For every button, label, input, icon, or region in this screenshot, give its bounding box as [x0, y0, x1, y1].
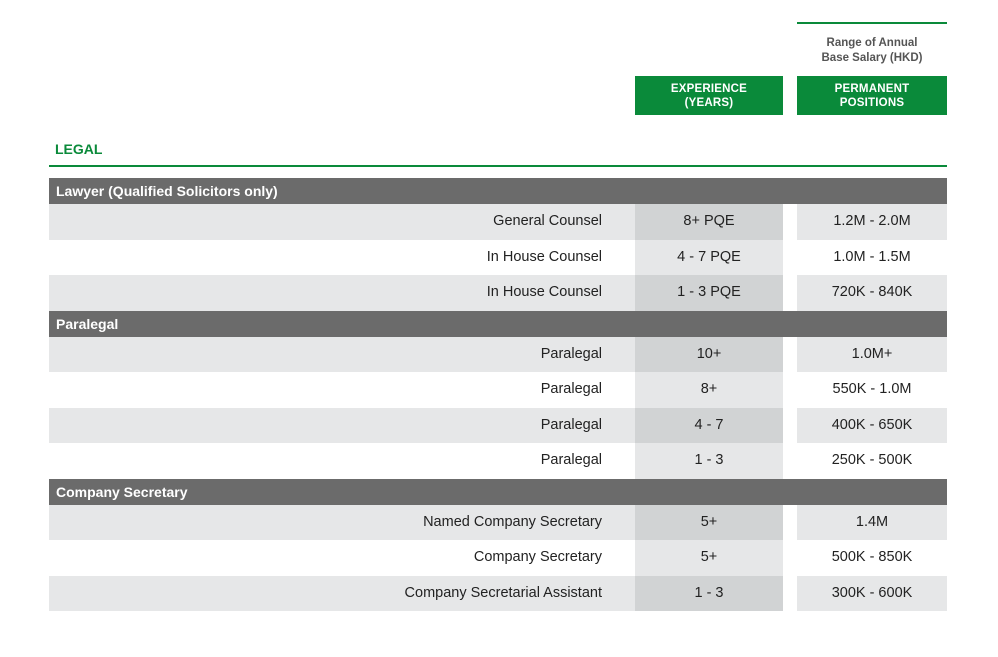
salary-cell: 550K - 1.0M	[797, 372, 947, 408]
column-gap	[783, 408, 797, 444]
salary-range-label-line1: Range of Annual	[826, 37, 918, 49]
salary-table	[49, 178, 947, 611]
experience-cell: 5+	[635, 540, 783, 576]
group-header: Paralegal	[49, 311, 947, 337]
salary-cell: 1.4M	[797, 505, 947, 541]
table-row	[49, 408, 947, 444]
experience-cell: 1 - 3	[635, 576, 783, 612]
salary-cell: 1.0M+	[797, 337, 947, 373]
experience-cell: 8+	[635, 372, 783, 408]
experience-cell: 8+ PQE	[635, 204, 783, 240]
salary-cell: 500K - 850K	[797, 540, 947, 576]
salary-cell: 250K - 500K	[797, 443, 947, 479]
column-gap	[783, 275, 797, 311]
experience-cell: 1 - 3	[635, 443, 783, 479]
column-gap	[783, 240, 797, 276]
section-title: LEGAL	[55, 141, 103, 157]
role-cell: Paralegal	[540, 345, 602, 362]
salary-range-label	[797, 36, 947, 66]
experience-header-line2: (YEARS)	[684, 96, 734, 109]
experience-cell: 1 - 3 PQE	[635, 275, 783, 311]
header-top-rule	[797, 22, 947, 24]
experience-cell: 5+	[635, 505, 783, 541]
table-row	[49, 576, 947, 612]
role-cell: Paralegal	[540, 416, 602, 433]
group-header: Lawyer (Qualified Solicitors only)	[49, 178, 947, 204]
role-cell: Company Secretarial Assistant	[404, 584, 602, 601]
permanent-column-header	[797, 76, 947, 115]
table-row	[49, 443, 947, 479]
section-title-rule	[49, 165, 947, 167]
experience-cell: 4 - 7	[635, 408, 783, 444]
column-gap	[783, 540, 797, 576]
role-cell: Paralegal	[540, 452, 602, 468]
permanent-header-line2: POSITIONS	[839, 96, 905, 109]
table-row	[49, 372, 947, 408]
permanent-header-line1: PERMANENT	[834, 82, 910, 95]
table-row	[49, 540, 947, 576]
role-cell: Company Secretary	[473, 549, 602, 565]
salary-cell: 1.0M - 1.5M	[797, 240, 947, 276]
table-row	[49, 505, 947, 541]
experience-column-header	[635, 76, 783, 115]
table-row	[49, 204, 947, 240]
experience-header-line1: EXPERIENCE	[670, 82, 748, 95]
column-gap	[783, 337, 797, 373]
salary-cell: 1.2M - 2.0M	[797, 204, 947, 240]
salary-cell: 300K - 600K	[797, 576, 947, 612]
salary-range-label-line2: Base Salary (HKD)	[821, 52, 923, 64]
role-cell: Named Company Secretary	[423, 513, 602, 530]
group-header: Company Secretary	[49, 479, 947, 505]
salary-cell: 720K - 840K	[797, 275, 947, 311]
salary-cell: 400K - 650K	[797, 408, 947, 444]
table-row	[49, 275, 947, 311]
table-row	[49, 337, 947, 373]
column-gap	[783, 372, 797, 408]
column-gap	[783, 443, 797, 479]
role-cell: General Counsel	[493, 213, 602, 229]
column-gap	[783, 576, 797, 612]
table-row	[49, 240, 947, 276]
column-gap	[783, 505, 797, 541]
experience-cell: 4 - 7 PQE	[635, 240, 783, 276]
role-cell: In House Counsel	[486, 284, 602, 300]
role-cell: Paralegal	[540, 381, 602, 397]
role-cell: In House Counsel	[486, 248, 602, 265]
experience-cell: 10+	[635, 337, 783, 373]
column-gap	[783, 204, 797, 240]
